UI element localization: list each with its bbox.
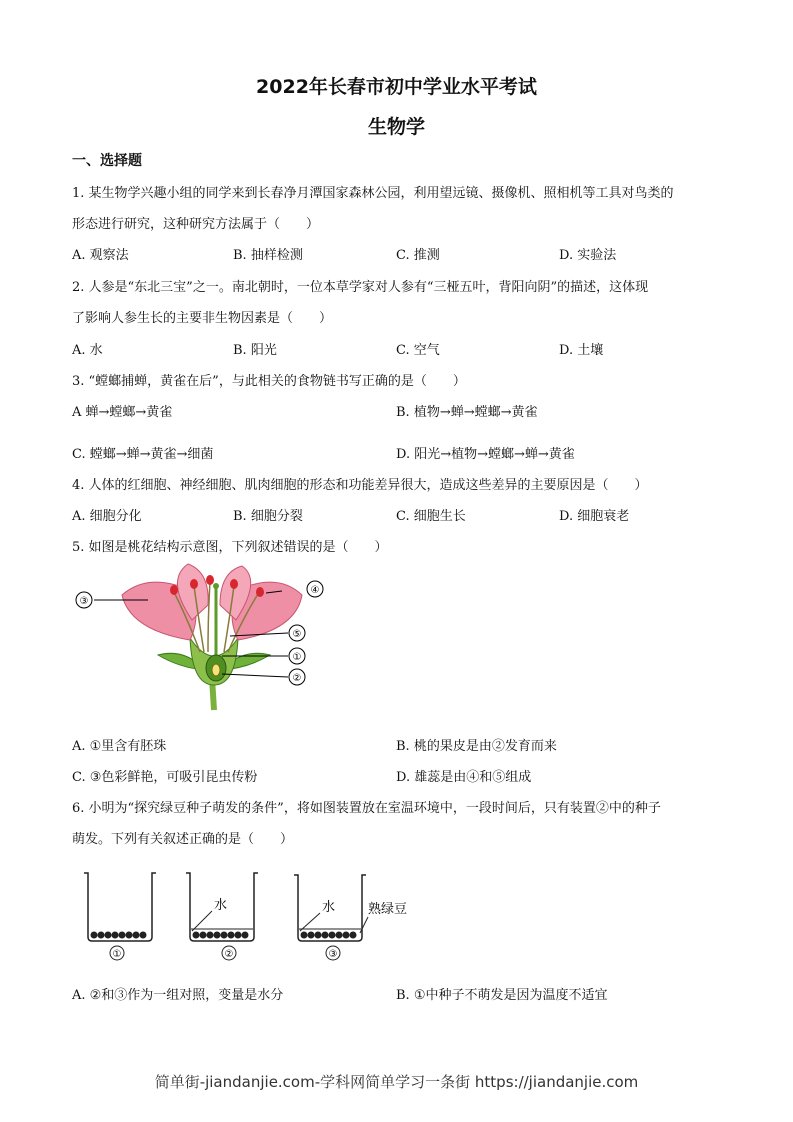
- q1-line2: 形态进行研究，这种研究方法属于（ ）: [72, 217, 320, 232]
- q2-option-c: C. 空气: [396, 343, 440, 358]
- q2-option-b: B. 阳光: [233, 343, 277, 358]
- q6-option-a: A. ②和③作为一组对照，变量是水分: [72, 988, 284, 1003]
- q6-option-b: B. ①中种子不萌发是因为温度不适宜: [396, 988, 608, 1003]
- water-label-3: 水: [322, 900, 336, 915]
- q3-line1: 3. “螳螂捕蝉，黄雀在后”，与此相关的食物链书写正确的是（ ）: [72, 374, 466, 389]
- subject-title: 生物学: [367, 116, 425, 138]
- q4-option-a: A. 细胞分化: [72, 509, 142, 524]
- q1-option-c: C. 推测: [396, 248, 440, 263]
- q4-line1: 4. 人体的红细胞、神经细胞、肌肉细胞的形态和功能差异很大，造成这些差异的主要原因是（ ）: [72, 478, 648, 493]
- q2-option-d: D. 土壤: [559, 343, 604, 358]
- water-label-2: 水: [214, 898, 228, 913]
- q1-line1: 1. 某生物学兴趣小组的同学来到长春净月潭国家森林公园，利用望远镜、摄像机、照相机等工具对鸟类的: [72, 186, 674, 201]
- q3-option-c: C. 螳螂→蝉→黄雀→细菌: [72, 447, 214, 462]
- q6-line2: 萌发。下列有关叙述正确的是（ ）: [72, 832, 294, 847]
- exam-title: 2022年长春市初中学业水平考试: [256, 76, 537, 98]
- q4-option-b: B. 细胞分裂: [233, 509, 303, 524]
- section-heading: 一、选择题: [72, 153, 142, 169]
- flower-label-2: ②: [292, 673, 302, 684]
- flower-label-3: ③: [79, 596, 89, 607]
- peach-flower-diagram: [70, 560, 340, 715]
- flower-label-4: ④: [310, 585, 320, 596]
- q4-option-c: C. 细胞生长: [396, 509, 466, 524]
- flower-label-1: ①: [292, 652, 302, 663]
- q1-option-b: B. 抽样检测: [233, 248, 303, 263]
- q6-line1: 6. 小明为“探究绿豆种子萌发的条件”，将如图装置放在室温环境中，一段时间后，只有装置②中的种子: [72, 801, 661, 816]
- q2-line2: 了影响人参生长的主要非生物因素是（ ）: [72, 311, 333, 326]
- beaker-label-3: ③: [328, 949, 338, 960]
- flower-label-5: ⑤: [292, 629, 302, 640]
- q5-option-d: D. 雄蕊是由④和⑤组成: [396, 770, 532, 785]
- q5-option-c: C. ③色彩鲜艳，可吸引昆虫传粉: [72, 770, 258, 785]
- q2-option-a: A. 水: [72, 343, 103, 358]
- beaker-label-1: ①: [112, 949, 122, 960]
- q3-option-d: D. 阳光→植物→螳螂→蝉→黄雀: [396, 447, 575, 462]
- page-footer: 简单街-jiandanjie.com-学科网简单学习一条街 https://jiandanjie.com: [154, 1073, 639, 1091]
- q1-option-a: A. 观察法: [72, 248, 129, 263]
- q2-line1: 2. 人参是“东北三宝”之一。南北朝时，一位本草学家对人参有“三桠五叶，背阳向阴”的描述，这体现: [72, 280, 649, 295]
- seed-germination-diagram: [78, 865, 438, 965]
- q5-option-b: B. 桃的果皮是由②发育而来: [396, 739, 557, 754]
- q3-option-a: A 蝉→螳螂→黄雀: [72, 405, 173, 420]
- q1-option-d: D. 实验法: [559, 248, 617, 263]
- q4-option-d: D. 细胞衰老: [559, 509, 630, 524]
- q5-option-a: A. ①里含有胚珠: [72, 739, 167, 754]
- q3-option-b: B. 植物→蝉→螳螂→黄雀: [396, 405, 538, 420]
- q5-line1: 5. 如图是桃花结构示意图，下列叙述错误的是（ ）: [72, 540, 388, 555]
- cooked-bean-label: 熟绿豆: [368, 902, 408, 917]
- beaker-label-2: ②: [224, 949, 234, 960]
